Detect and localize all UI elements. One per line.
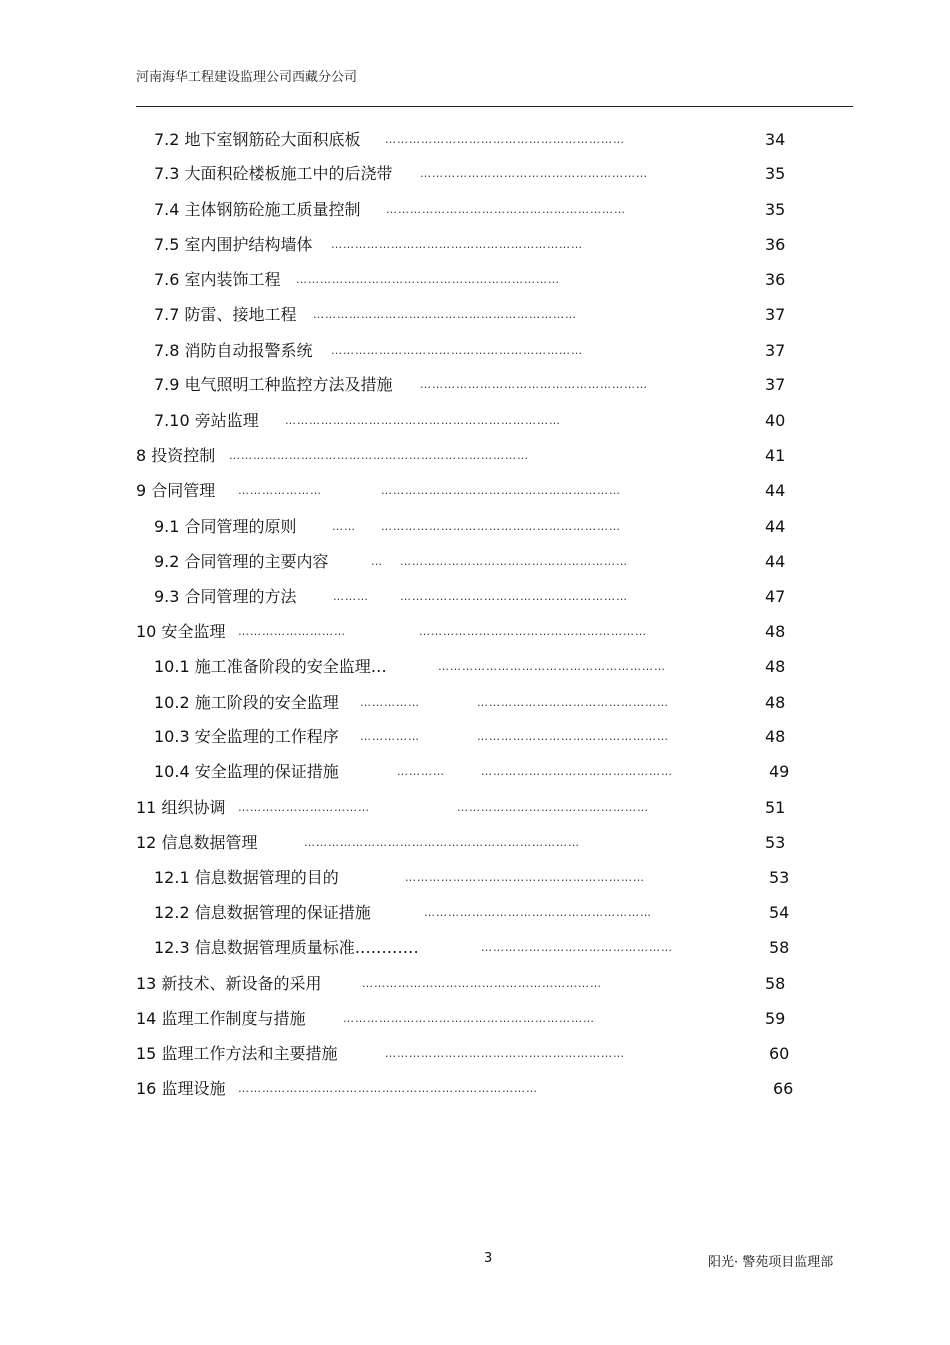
toc-entry-title: 7.5 室内围护结构墙体	[154, 235, 313, 254]
toc-entry-title: 11 组织协调	[136, 798, 226, 817]
toc-entry[interactable]	[0, 866, 950, 890]
toc-entry[interactable]	[0, 373, 950, 397]
toc-leader-dots: …………………………………………………	[438, 660, 666, 673]
toc-page-number: 37	[765, 305, 786, 324]
toc-page-number: 48	[765, 657, 786, 676]
toc-entry-title: 12 信息数据管理	[136, 833, 258, 852]
toc-entry-title: 12.1 信息数据管理的目的	[154, 868, 339, 887]
toc-page-number: 37	[765, 375, 786, 394]
department-name: 阳光· 警苑项目监理部	[708, 1255, 834, 1270]
toc-page-number: 47	[765, 587, 786, 606]
toc-entry-title: 7.9 电气照明工种监控方法及措施	[154, 375, 393, 394]
toc-page-number: 34	[765, 130, 786, 149]
toc-entry-title: 10.1 施工准备阶段的安全监理…	[154, 657, 387, 676]
toc-entry[interactable]	[0, 760, 950, 784]
toc-entry[interactable]	[0, 1042, 950, 1066]
toc-leader-dots: …………………………………………	[481, 941, 673, 954]
toc-page-number: 48	[765, 693, 786, 712]
toc-entry[interactable]	[0, 268, 950, 292]
toc-entry-title: 12.2 信息数据管理的保证措施	[154, 903, 371, 922]
toc-entry[interactable]	[0, 303, 950, 327]
toc-leader-dots: ……………………………………………………	[386, 203, 626, 216]
toc-entry-title: 12.3 信息数据管理质量标准…………	[154, 938, 419, 957]
toc-entry-title: 10.3 安全监理的工作程序	[154, 727, 339, 746]
toc-entry-title: 13 新技术、新设备的采用	[136, 974, 322, 993]
toc-leader-dots: …	[371, 555, 383, 568]
toc-leader-dots: ……………	[360, 730, 420, 743]
toc-leader-dots: ……………………………………………………	[381, 520, 621, 533]
toc-leader-dots: ……	[332, 520, 356, 533]
toc-entry-title: 15 监理工作方法和主要措施	[136, 1044, 338, 1063]
toc-page-number: 35	[765, 200, 786, 219]
toc-leader-dots: …………………………………………………	[420, 378, 648, 391]
toc-leader-dots: ……………………………………………………	[362, 977, 602, 990]
toc-entry-title: 7.3 大面积砼楼板施工中的后浇带	[154, 164, 393, 183]
toc-entry-title: 10.2 施工阶段的安全监理	[154, 693, 339, 712]
toc-leader-dots: …………………………………………………	[400, 590, 628, 603]
toc-entry[interactable]	[0, 725, 950, 749]
toc-leader-dots: ………………………………………………………	[331, 344, 583, 357]
page-number: 3	[484, 1251, 493, 1266]
toc-page-number: 35	[765, 164, 786, 183]
toc-entry[interactable]	[0, 1007, 950, 1031]
toc-page-number: 37	[765, 341, 786, 360]
toc-leader-dots: ………………………………………………………	[343, 1012, 595, 1025]
toc-entry[interactable]	[0, 831, 950, 855]
toc-leader-dots: ……………………………………………………	[385, 133, 625, 146]
toc-page-number: 48	[765, 622, 786, 641]
toc-entry[interactable]	[0, 936, 950, 960]
toc-leader-dots: …………………………………………………………………	[229, 449, 529, 462]
toc-leader-dots: …………………………………………	[477, 696, 669, 709]
toc-leader-dots: …………………………………………………	[424, 906, 652, 919]
toc-entry-title: 7.2 地下室钢筋砼大面积底板	[154, 130, 361, 149]
toc-page-number: 53	[769, 868, 790, 887]
toc-entry[interactable]	[0, 796, 950, 820]
toc-entry[interactable]	[0, 655, 950, 679]
toc-leader-dots: …………………………………………………	[420, 167, 648, 180]
toc-leader-dots: ……………………………………………………	[385, 1047, 625, 1060]
toc-page-number: 53	[765, 833, 786, 852]
toc-entry[interactable]	[0, 339, 950, 363]
toc-entry[interactable]	[0, 585, 950, 609]
toc-entry[interactable]	[0, 233, 950, 257]
toc-entry[interactable]	[0, 1077, 950, 1101]
toc-entry[interactable]	[0, 444, 950, 468]
toc-entry-title: 7.10 旁站监理	[154, 411, 259, 430]
toc-page-number: 49	[769, 762, 790, 781]
toc-entry-title: 9.3 合同管理的方法	[154, 587, 297, 606]
toc-entry[interactable]	[0, 972, 950, 996]
toc-leader-dots: ………	[333, 590, 369, 603]
toc-leader-dots: …………………………………………	[457, 801, 649, 814]
toc-entry-title: 8 投资控制	[136, 446, 216, 465]
toc-page-number: 44	[765, 481, 786, 500]
toc-leader-dots: ……………………………………………………	[381, 484, 621, 497]
company-name: 河南海华工程建设监理公司西藏分公司	[136, 70, 358, 85]
toc-entry-title: 7.8 消防自动报警系统	[154, 341, 313, 360]
toc-leader-dots: ………………………………………………………	[331, 238, 583, 251]
toc-entry-title: 7.7 防雷、接地工程	[154, 305, 297, 324]
toc-leader-dots: …………………………………………………………	[296, 273, 560, 286]
toc-entry-title: 7.4 主体钢筋砼施工质量控制	[154, 200, 361, 219]
toc-leader-dots: ……………………………………………………………	[285, 414, 561, 427]
toc-leader-dots: ……………	[360, 696, 420, 709]
toc-leader-dots: …………………	[238, 484, 322, 497]
toc-page-number: 58	[769, 938, 790, 957]
toc-entry[interactable]	[0, 198, 950, 222]
toc-leader-dots: …………………………………………………	[400, 555, 628, 568]
toc-page-number: 44	[765, 552, 786, 571]
toc-leader-dots: …………………………………………………………	[313, 308, 577, 321]
toc-leader-dots: ……………………………………………………………	[304, 836, 580, 849]
toc-page-number: 60	[769, 1044, 790, 1063]
toc-leader-dots: …………	[397, 765, 445, 778]
toc-entry-title: 9.2 合同管理的主要内容	[154, 552, 329, 571]
toc-leader-dots: ………………………	[238, 625, 346, 638]
toc-page-number: 36	[765, 270, 786, 289]
toc-entry-title: 7.6 室内装饰工程	[154, 270, 281, 289]
toc-page-number: 48	[765, 727, 786, 746]
toc-leader-dots: ……………………………	[238, 801, 370, 814]
toc-leader-dots: …………………………………………	[477, 730, 669, 743]
toc-page-number: 44	[765, 517, 786, 536]
toc-entry[interactable]	[0, 515, 950, 539]
toc-page-number: 51	[765, 798, 786, 817]
toc-entry-title: 10 安全监理	[136, 622, 226, 641]
toc-page-number: 41	[765, 446, 786, 465]
toc-page-number: 66	[773, 1079, 794, 1098]
toc-leader-dots: …………………………………………………	[419, 625, 647, 638]
toc-page-number: 54	[769, 903, 790, 922]
toc-page-number: 58	[765, 974, 786, 993]
toc-leader-dots: …………………………………………	[481, 765, 673, 778]
toc-entry-title: 16 监理设施	[136, 1079, 226, 1098]
toc-leader-dots: …………………………………………………………………	[238, 1082, 538, 1095]
toc-page-number: 36	[765, 235, 786, 254]
toc-entry[interactable]	[0, 409, 950, 433]
toc-entry-title: 9.1 合同管理的原则	[154, 517, 297, 536]
toc-entry[interactable]	[0, 550, 950, 574]
toc-entry[interactable]	[0, 620, 950, 644]
toc-entry[interactable]	[0, 901, 950, 925]
toc-leader-dots: ……………………………………………………	[405, 871, 645, 884]
toc-entry[interactable]	[0, 162, 950, 186]
toc-entry-title: 10.4 安全监理的保证措施	[154, 762, 339, 781]
toc-entry[interactable]	[0, 691, 950, 715]
toc-page-number: 40	[765, 411, 786, 430]
toc-entry[interactable]	[0, 479, 950, 503]
header-divider	[136, 106, 853, 107]
toc-entry-title: 9 合同管理	[136, 481, 216, 500]
toc-entry[interactable]	[0, 128, 950, 152]
toc-page-number: 59	[765, 1009, 786, 1028]
toc-entry-title: 14 监理工作制度与措施	[136, 1009, 306, 1028]
